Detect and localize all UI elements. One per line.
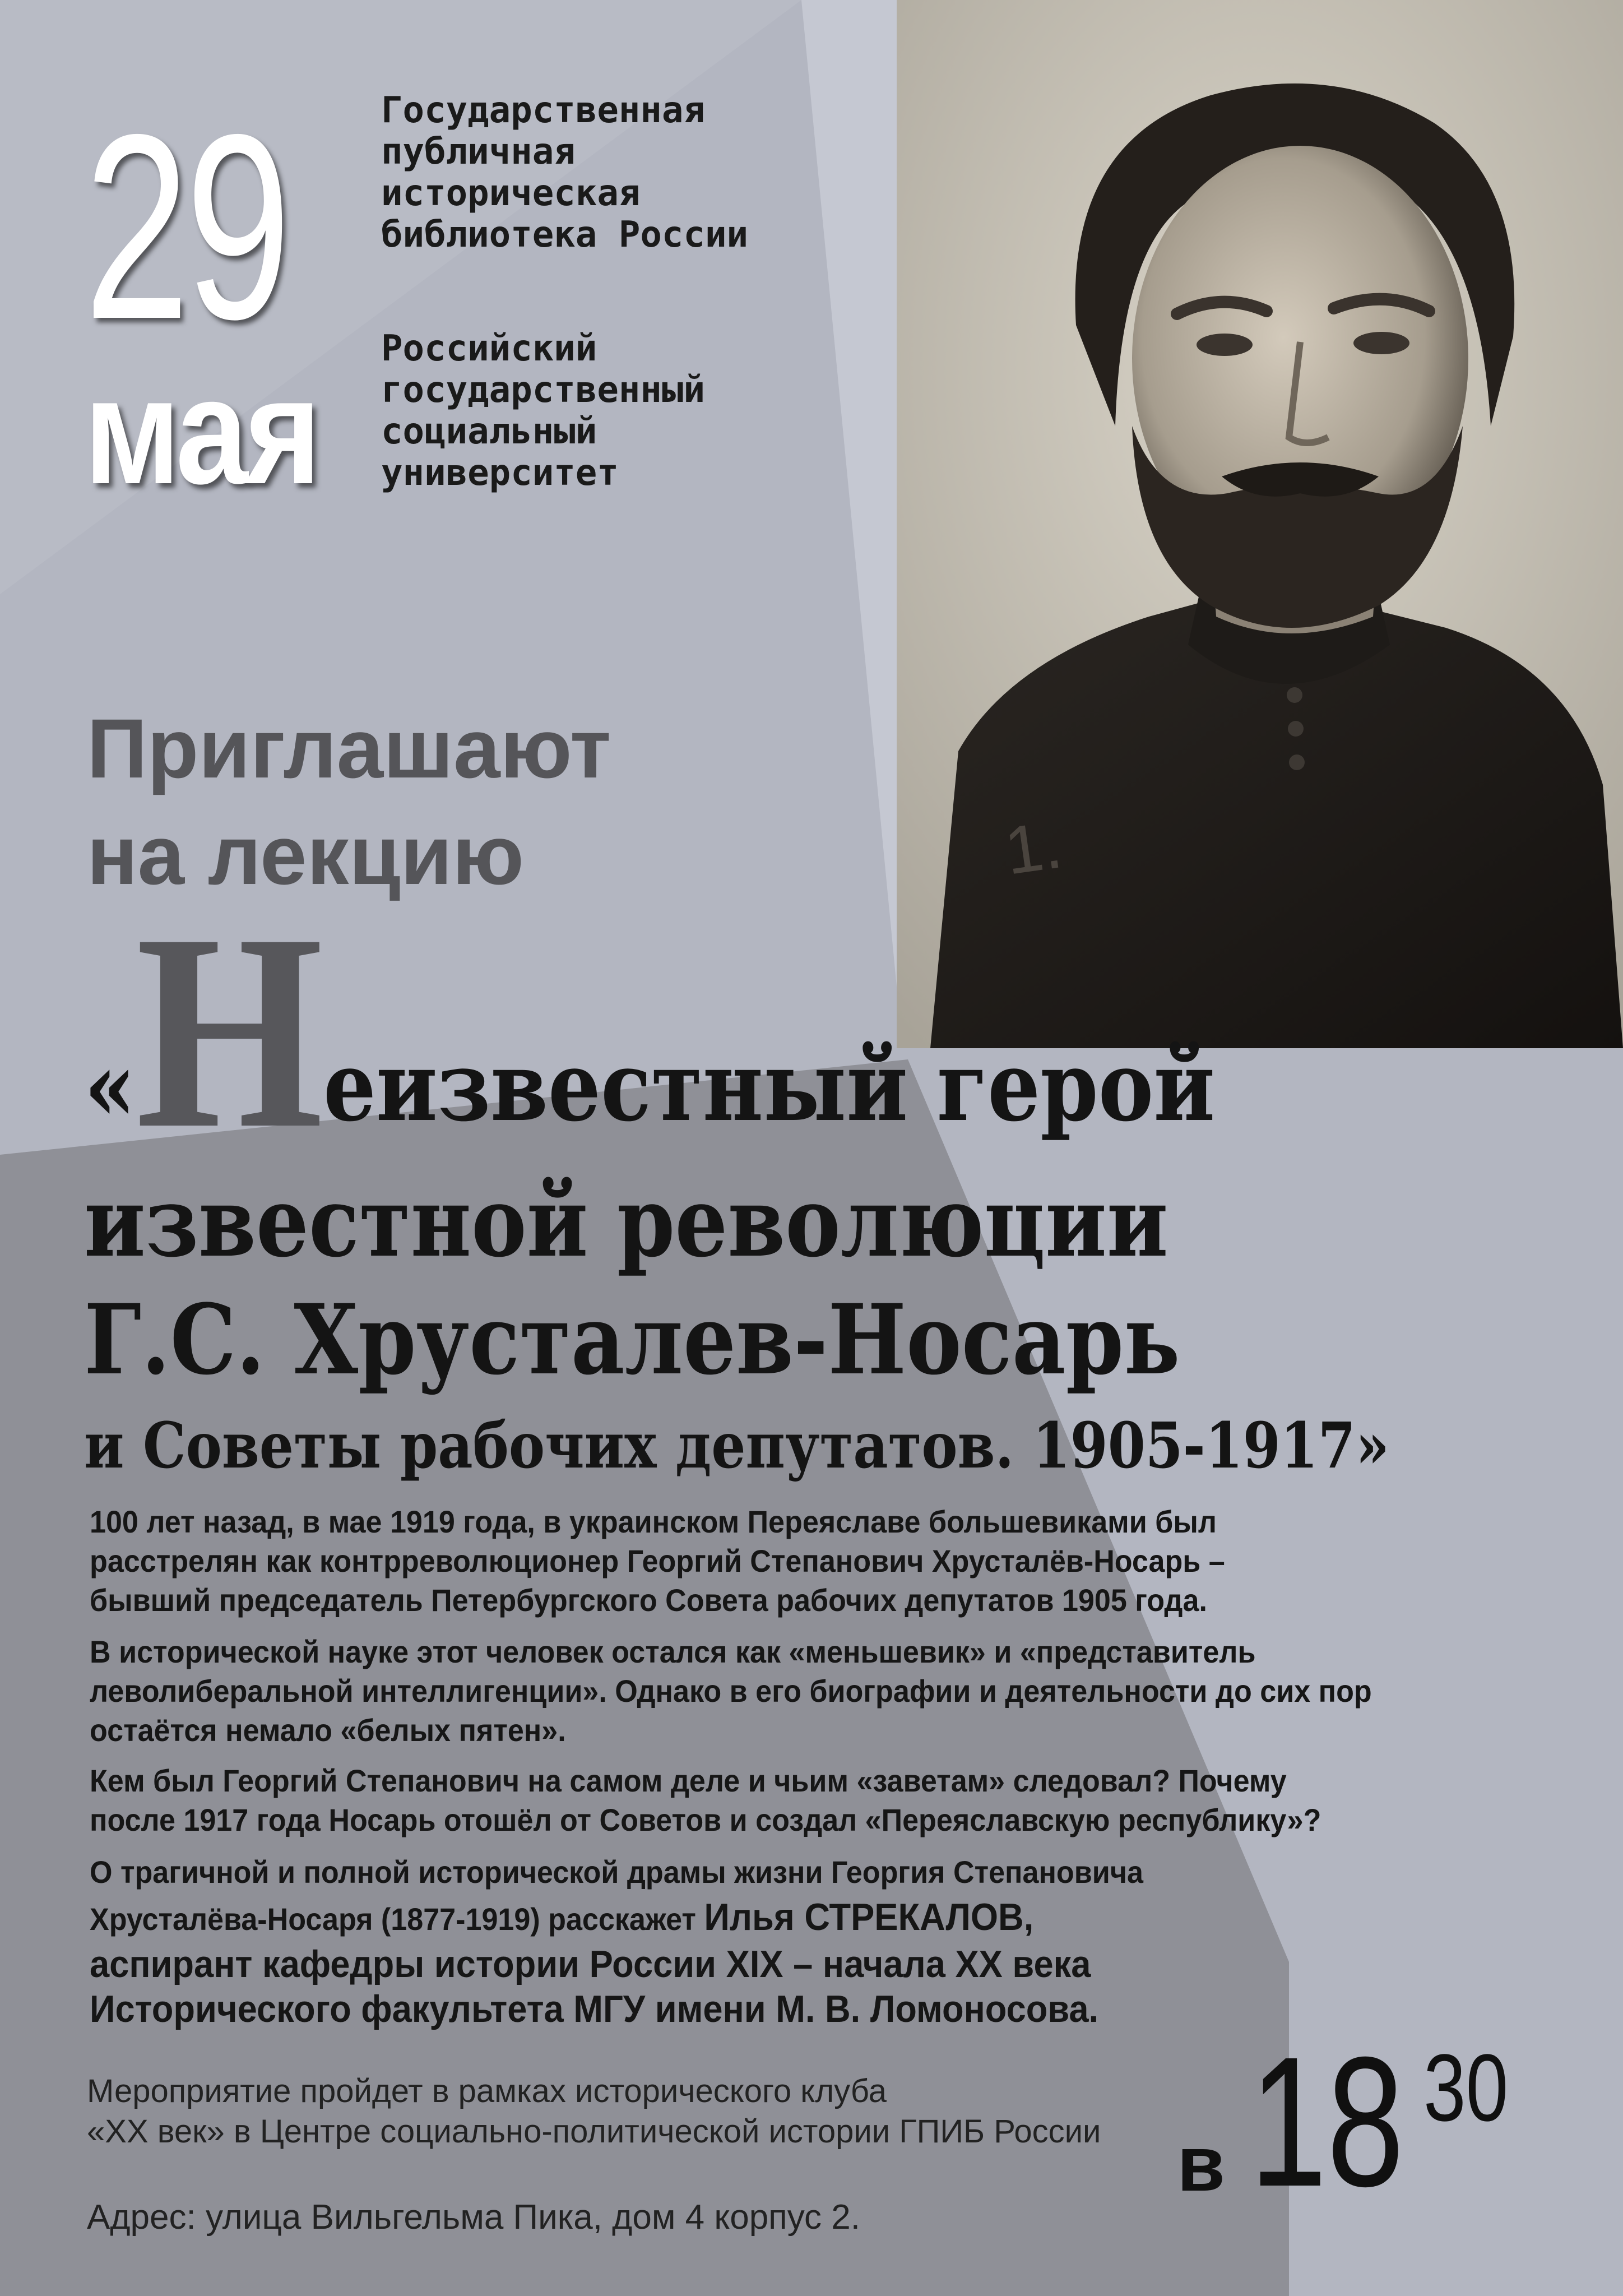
invite-line: на лекцию <box>87 808 525 902</box>
description-paragraph-4 <box>90 1850 1424 2031</box>
description-paragraph-3 <box>90 1761 1424 1840</box>
description-line: Кем был Георгий Степанович на самом деле и чьим «заветам» следовал? Почему <box>90 1763 1287 1798</box>
description-line: после 1917 года Носарь отошёл от Советов и создал «Переяславскую республику»? <box>90 1802 1321 1837</box>
time-prefix: в <box>1177 2119 1226 2207</box>
description-paragraph-1 <box>90 1502 1424 1620</box>
portrait-photo <box>897 0 1623 1048</box>
description-line: остаётся немало «белых пятен». <box>90 1712 566 1748</box>
speaker-position: аспирант кафедры истории России XIX – начала XX века <box>90 1943 1091 1985</box>
time-hour: 18 <box>1250 2018 1404 2225</box>
svg-text:1.: 1. <box>1000 807 1066 889</box>
description-line: расстрелян как контрреволюционер Георгий Степанович Хрусталёв-Носарь – <box>90 1543 1225 1578</box>
description-line: О трагичной и полной исторической драмы жизни Георгия Степановича <box>90 1854 1143 1890</box>
speaker-faculty: Исторического факультета МГУ имени М. В. Ломоносова. <box>90 1988 1099 2030</box>
lecture-title-line-2: известной революции <box>84 1165 1168 1279</box>
event-context-line: «XX век» в Центре социально-политической истории ГПИБ России <box>87 2113 1101 2150</box>
invite-line: Приглашают <box>87 701 611 795</box>
lecture-title-line-1 <box>84 876 1216 1187</box>
time-minutes: 30 <box>1423 2035 1509 2141</box>
portrait-photo-icon <box>897 0 1623 1048</box>
lecture-title-line-3: Г.С. Хрусталев-Носарь <box>84 1283 1180 1396</box>
organizer-university <box>381 328 705 494</box>
organizer-library <box>381 90 748 256</box>
event-address: Адрес: улица Вильгельма Пика, дом 4 корпус 2. <box>87 2198 860 2237</box>
organizer-line: Российский <box>381 328 597 369</box>
event-context <box>87 2071 1101 2152</box>
organizer-line: историческая <box>381 173 641 214</box>
description-line: 100 лет назад, в мае 1919 года, в украинском Переяславе большевиками был <box>90 1504 1217 1539</box>
organizer-line: Государственная <box>381 90 705 131</box>
organizer-line: библиотека России <box>381 214 749 256</box>
speaker-name: Илья СТРЕКАЛОВ, <box>704 1896 1034 1938</box>
title-line-1-rest: еизвестный герой <box>323 1029 1216 1143</box>
description-line: леволиберальной интеллигенции». Однако в его биографии и деятельности до сих пор <box>90 1673 1372 1709</box>
description-line: бывший председатель Петербургского Совета рабочих депутатов 1905 года. <box>90 1582 1207 1618</box>
event-context-line: Мероприятие пройдет в рамках исторического клуба <box>87 2073 887 2109</box>
description-paragraph-2 <box>90 1632 1424 1750</box>
description-line <box>90 1895 1424 1942</box>
speaker-intro: Хрусталёва-Носаря (1877-1919) расскажет <box>90 1901 704 1937</box>
organizer-line: университет <box>381 452 619 494</box>
lecture-subtitle: и Советы рабочих депутатов. 1905-1917» <box>84 1409 1389 1483</box>
title-initial-letter: Н <box>136 876 323 1187</box>
event-day: 29 <box>84 80 287 374</box>
event-month: мая <box>84 347 318 516</box>
description-line: В исторической науке этот человек остался как «меньшевик» и «представитель <box>90 1634 1256 1669</box>
organizer-line: государственный <box>381 369 705 411</box>
organizer-line: публичная <box>381 131 576 173</box>
organizer-line: социальный <box>381 411 597 452</box>
open-quote: « <box>84 1029 136 1143</box>
